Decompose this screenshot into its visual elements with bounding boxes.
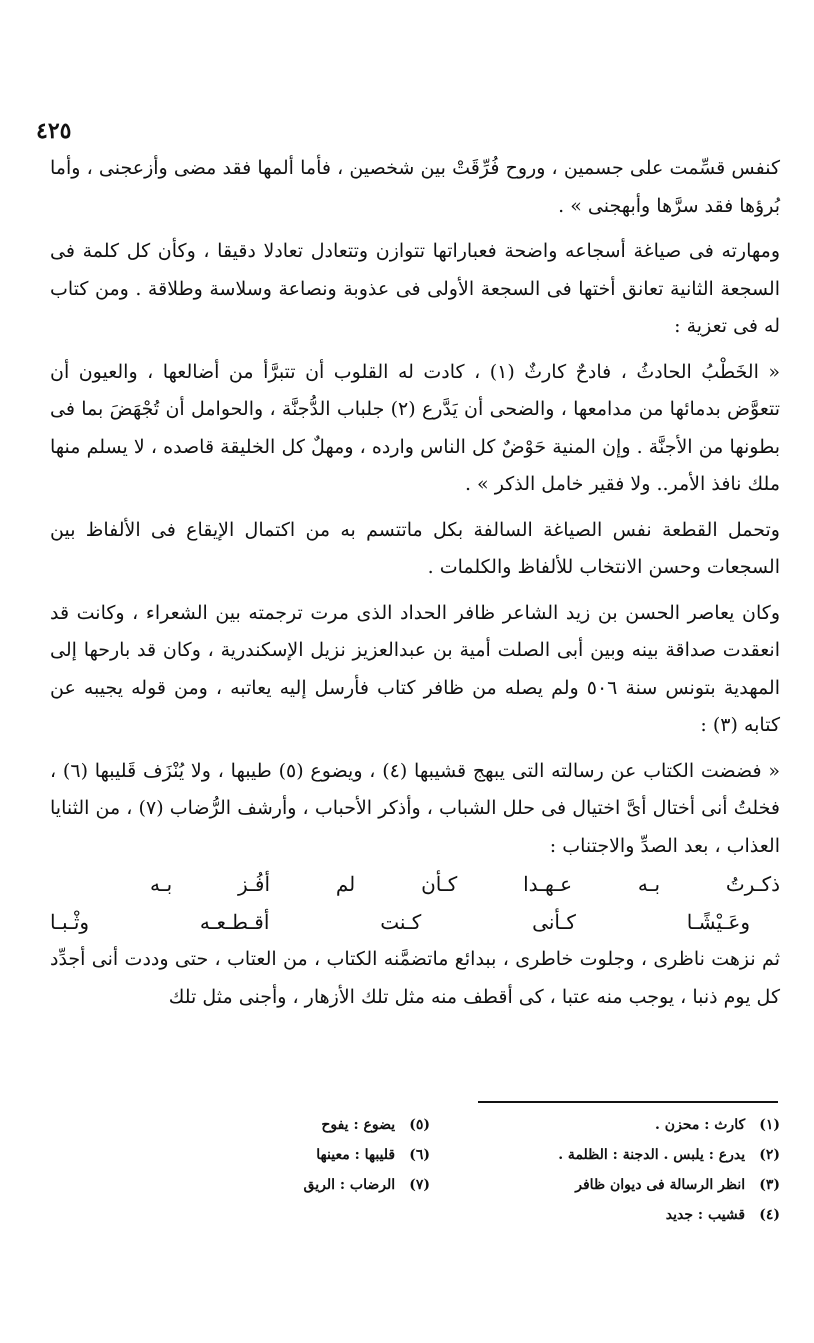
footnote-number: (٧) [409, 1177, 430, 1193]
footnote [210, 1170, 430, 1200]
footnote-text: يدرع : يلبس . الدجنة : الظلمة . [558, 1147, 746, 1163]
footnote-text: الرضاب : الريق [303, 1177, 396, 1193]
footnote-divider [478, 1101, 778, 1103]
verse-word: بـه [637, 872, 661, 896]
footnote-number: (٢) [759, 1147, 780, 1163]
footnote [490, 1140, 780, 1170]
verse-word: وعَـيْشًـا [686, 910, 750, 934]
paragraph: وكان يعاصر الحسن بن زيد الشاعر ظافر الحداد الذى مرت ترجمته بين الشعراء ، وكانت قد انعقدت صداقة بينه وبين أبى الصلت أمية بن عبدالعزيز نزيل الإسكندرية ، وكان قد بارحها إلى المهدية بتونس سنة ٥٠٦ ولم يصله من ظافر كتاب فأرسل إليه يعاتبه ، ومن قوله يجيبه عن كتابه (٣) : [50, 601, 780, 736]
verse-word: كـأن [421, 872, 458, 896]
verse-word: بـه [150, 872, 173, 896]
footnote-text: قشيب : جديد [665, 1207, 746, 1223]
paragraph: ومهارته فى صياغة أسجاعه واضحة فعباراتها تتوازن وتتعادل تعادلا دقيقا ، وكأن كل كلمة فى السجعة الثانية تعانق أختها فى السجعة الأولى فى عذوبة ونصاعة وسلاسة وطلاقة . ومن كتاب له فى تعزية : [50, 240, 780, 337]
verse-word: عـهـدا [523, 872, 573, 896]
footnote-number: (٥) [409, 1117, 430, 1133]
verse-word: كـأنى [532, 910, 576, 934]
footnote-text: يضوع : يفوح [321, 1117, 396, 1133]
footnote-number: (٣) [759, 1177, 780, 1193]
footnote [490, 1200, 780, 1230]
main-text [50, 150, 780, 1016]
verse-word: وثْـبـا [50, 910, 90, 934]
footnote-number: (٤) [759, 1207, 780, 1223]
footnotes-column-left [210, 1110, 430, 1230]
footnote [210, 1110, 430, 1140]
verse-word: ذكـرتُ [725, 872, 780, 896]
footnotes-column-right [490, 1110, 780, 1230]
footnote [490, 1170, 780, 1200]
verse-line-1 [50, 865, 780, 903]
closing-paragraph: ثم نزهت ناظرى ، وجلوت خاطرى ، ببدائع ماتضمَّنه الكتاب ، من العتاب ، حتى وددت أنى أجدِّد كل يوم ذنبا ، يوجب منه عتبا ، كى أقطف منه مثل تلك الأزهار ، وأجنى مثل تلك [50, 948, 780, 1008]
paragraph: « فضضت الكتاب عن رسالته التى يبهج قشيبها (٤) ، ويضوع (٥) طيبها ، ولا يُنْزَف قَليبها (٦) ، فخلتُ أنى أختال أىَّ اختيال فى حلل الشباب ، وأذكر الأحباب ، وأرشف الرُّضاب (٧) ، من الثنايا العذاب ، بعد الصدِّ والاجتناب : [50, 759, 780, 857]
verse-word: أقـطـعـه [199, 910, 270, 934]
verse-line-2 [50, 903, 780, 941]
footnote-number: (٦) [409, 1147, 430, 1163]
verse-word: كـنت [380, 910, 422, 934]
verse-word: أفُـز [238, 872, 271, 896]
paragraph: كنفس قسِّمت على جسمين ، وروح فُرِّقَتْ بين شخصين ، فأما ألمها فقد مضى وأزعجنى ، وأما بُرؤها فقد سرَّها وأبهجنى » . [50, 157, 780, 217]
footnotes [150, 1110, 780, 1230]
footnote [490, 1110, 780, 1140]
paragraph: وتحمل القطعة نفس الصياغة السالفة بكل ماتتسم به من اكتمال الإيقاع فى الألفاظ بين السجعات وحسن الانتخاب للألفاظ والكلمات . [50, 518, 780, 578]
page-number: ٤٢٥ [36, 118, 72, 144]
footnote-text: انظر الرسالة فى ديوان ظافر [575, 1177, 746, 1193]
verse-word: لم [335, 872, 356, 896]
footnote-number: (١) [759, 1117, 780, 1133]
footnote-text: كارث : محزن . [655, 1117, 746, 1133]
footnote-text: قليبها : معينها [316, 1147, 396, 1163]
footnote [210, 1140, 430, 1170]
paragraph: « الخَطْبُ الحادثُ ، فادحٌ كارثٌ (١) ، كادت له القلوب أن تتبرَّأ من أضالعها ، والعيون أن تتعوَّض بدمائها من مدامعها ، والضحى أن يَدَّرع (٢) جلباب الدُّجنَّة ، والحوامل أن تُجْهَضَ بما فى بطونها من الأجنَّة . وإن المنية حَوْضٌ كل الناس وارده ، ومهلٌ كل الخليقة قاصده ، لا يسلم منها ملك نافذ الأمر.. ولا فقير خامل الذكر » . [50, 360, 781, 495]
